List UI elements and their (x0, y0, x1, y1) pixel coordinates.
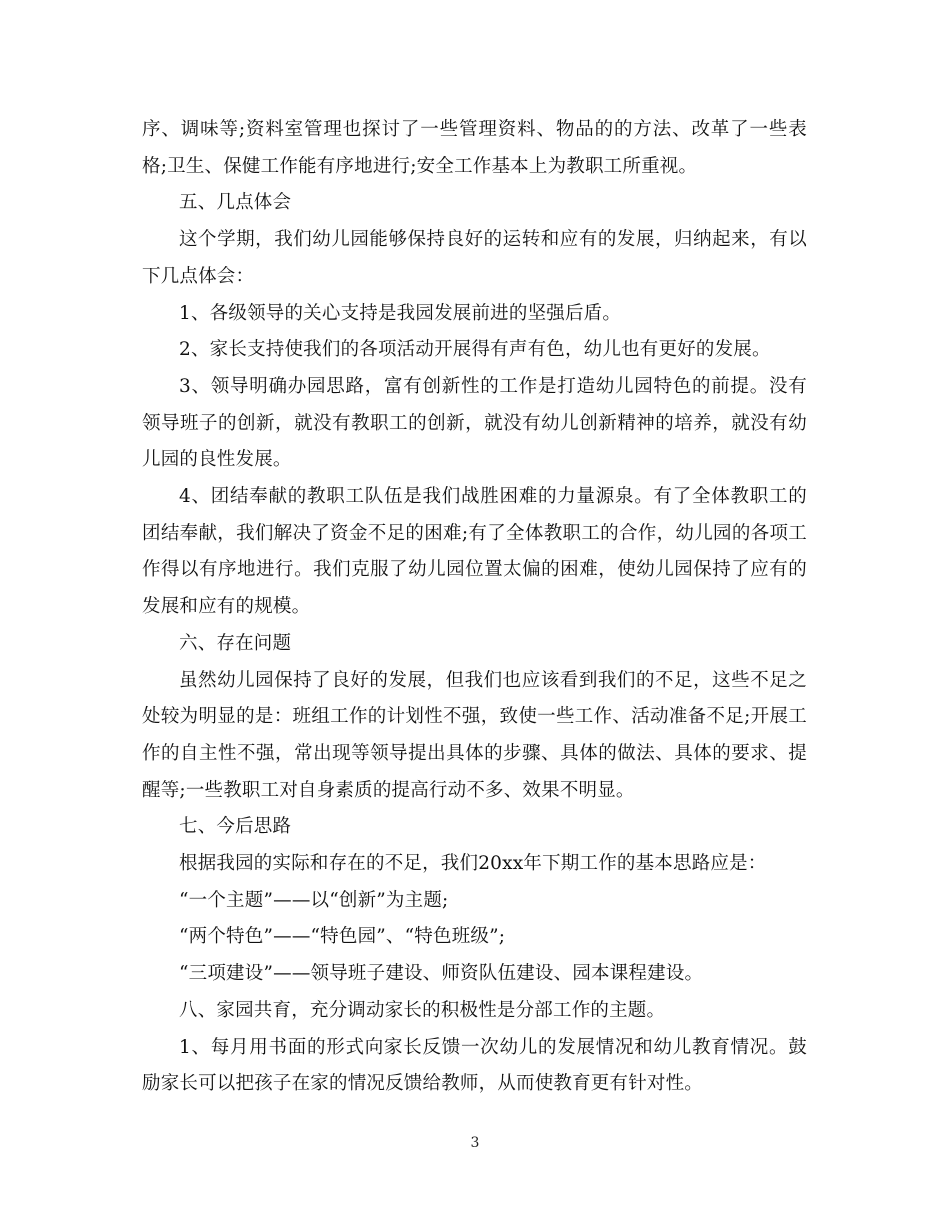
section-heading-home-school: 八、家园共育，充分调动家长的积极性是分部工作的主题。 (179, 999, 666, 1021)
list-item-reflection-3: 3、领导明确办园思路，富有创新性的工作是打造幼儿园特色的前提。没有领导班子的创新，就没有教职工的创新，就没有幼儿创新精神的培养，就没有幼儿园的良性发展。 (142, 375, 807, 471)
section-heading-future-plan: 七、今后思路 (179, 816, 292, 838)
paragraph-problems: 虽然幼儿园保持了良好的发展，但我们也应该看到我们的不足，这些不足之处较为明显的是：班组工作的计划性不强，致使一些工作、活动准备不足;开展工作的自主性不强，常出现等领导提出具体的步骤、具体的做法、具体的要求、提醒等;一些教职工对自身素质的提高行动不多、效果不明显。 (142, 669, 807, 801)
plan-item-two-features: “两个特色”——“特色园”、“特色班级”; (179, 926, 506, 948)
page-number: 3 (470, 1135, 480, 1151)
list-item-reflection-4: 4、团结奉献的教职工队伍是我们战胜困难的力量源泉。有了全体教职工的团结奉献，我们解决了资金不足的困难;有了全体教职工的合作，幼儿园的各项工作得以有序地进行。我们克服了幼儿园位置太偏的困难，使幼儿园保持了应有的发展和应有的规模。 (142, 486, 807, 618)
paragraph-reflections-intro: 这个学期，我们幼儿园能够保持良好的运转和应有的发展，归纳起来，有以下几点体会： (142, 229, 807, 287)
list-item-reflection-1: 1、各级领导的关心支持是我园发展前进的坚强后盾。 (179, 302, 622, 324)
paragraph-future-plan-intro: 根据我园的实际和存在的不足，我们20xx年下期工作的基本思路应是： (179, 853, 767, 875)
paragraph-continued: 序、调味等;资料室管理也探讨了一些管理资料、物品的的方法、改革了一些表格;卫生、保健工作能有序地进行;安全工作基本上为教职工所重视。 (142, 119, 807, 177)
section-heading-problems: 六、存在问题 (179, 632, 292, 654)
list-item-reflection-2: 2、家长支持使我们的各项活动开展得有声有色，幼儿也有更好的发展。 (179, 339, 771, 361)
plan-item-three-constructions: “三项建设”——领导班子建设、师资队伍建设、园本课程建设。 (179, 963, 704, 985)
section-heading-reflections: 五、几点体会 (179, 192, 292, 214)
document-body (142, 112, 807, 1103)
plan-item-one-theme: “一个主题”——以“创新”为主题; (179, 889, 449, 911)
list-item-home-school-1: 1、每月用书面的形式向家长反馈一次幼儿的发展情况和幼儿教育情况。鼓励家长可以把孩子在家的情况反馈给教师，从而使教育更有针对性。 (142, 1036, 807, 1095)
